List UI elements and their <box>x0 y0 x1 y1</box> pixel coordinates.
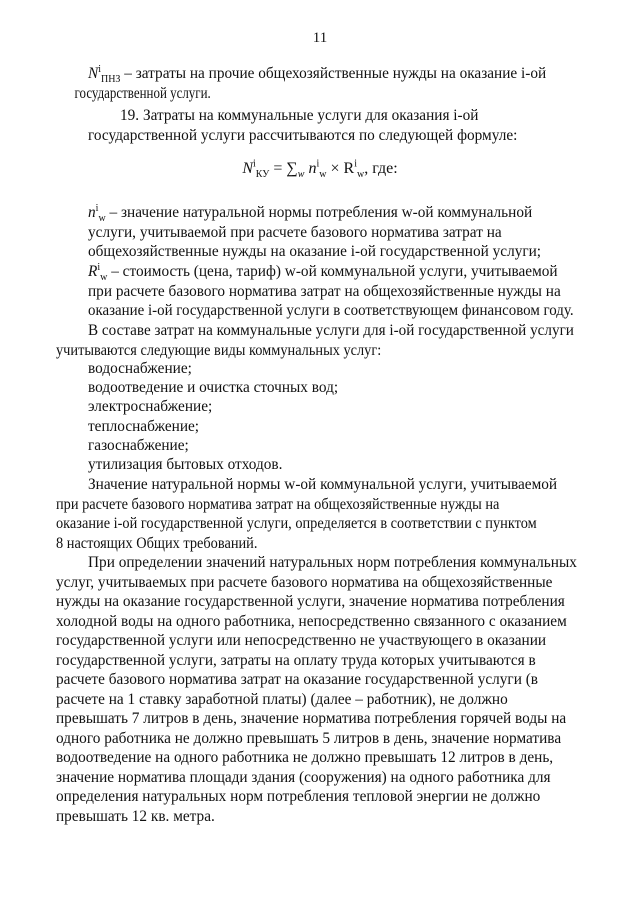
npnz-line-1 <box>88 64 574 84</box>
formula-sum: = ∑ <box>269 160 298 177</box>
p19-line-2: государственной услуги рассчитываются по следующей формуле: <box>88 126 518 144</box>
page-number: 11 <box>312 30 328 46</box>
norms-line: расчете на 1 ставку заработной платы) (далее – работник), не должно <box>56 690 508 708</box>
formula-r-sub: w <box>356 169 365 181</box>
formula-n-sub: w <box>319 169 327 181</box>
norms-line: услуг, учитываемых при расчете базового норматива на общехозяйственные <box>56 573 553 591</box>
npnz-text-1: – затраты на прочие общехозяйственные нужды на оказание i-ой <box>120 65 547 82</box>
def-n-line-1 <box>88 203 574 223</box>
formula-lhs-sup: i <box>253 158 256 170</box>
norms-line: определения натуральных норм потребления тепловой энергии не должно <box>56 788 541 805</box>
formula-r-sup: i <box>354 158 357 170</box>
def-n-symbol: n <box>88 204 96 221</box>
value-line-2: при расчете базового норматива затрат на общехозяйственные нужды на <box>56 495 500 513</box>
formula-sum-sub: w <box>297 169 305 181</box>
symbol-sub: ПНЗ <box>100 74 121 86</box>
def-r-sub: w <box>100 272 108 284</box>
list-item: электроснабжение; <box>88 398 213 416</box>
list-item: утилизация бытовых отходов. <box>88 456 283 474</box>
symbol-sup: i <box>98 63 101 75</box>
types-line-1: В составе затрат на коммунальные услуги для i-ой государственной услуги <box>88 322 574 339</box>
def-r-line-1 <box>88 262 574 282</box>
value-line-1: Значение натуральной нормы w-ой коммунальной услуги, учитываемой <box>88 476 558 493</box>
npnz-line-2 <box>0 84 486 104</box>
list-item: водоотведение и очистка сточных вод; <box>88 379 339 397</box>
formula-tail: , где: <box>364 160 398 177</box>
formula-lhs-sub: КУ <box>255 169 270 181</box>
paragraph-service-types <box>56 321 574 360</box>
norms-line: государственной услуги, затраты на оплату труда которых учитываются в <box>56 651 536 669</box>
npnz-text-2: государственной услуги. <box>74 84 211 102</box>
paragraph-norm-value <box>56 475 574 553</box>
norms-line: значение норматива площади здания (сооружения) на одного работника для <box>56 768 551 786</box>
def-n-text-1: – значение натуральной нормы потребления w-ой коммунальной <box>105 204 533 221</box>
formula-times-r: × R <box>326 160 355 177</box>
formula <box>0 158 640 181</box>
norms-line: расчете базового норматива затрат на оказание государственной услуги (в <box>56 671 539 688</box>
value-line-4: 8 настоящих Общих требований. <box>56 534 258 552</box>
symbol-base: N <box>88 65 99 82</box>
def-n-sub: w <box>98 213 106 225</box>
def-r-text-2: при расчете базового норматива затрат на общехозяйственные нужды на <box>88 282 561 300</box>
norms-line: водоотведение на одного работника не должно превышать 12 литров в день, <box>56 749 554 766</box>
services-list <box>88 359 338 474</box>
norms-line: превышать 12 кв. метра. <box>56 807 215 825</box>
norms-line: холодной воды на одного работника, непосредственно связанного с оказанием <box>56 612 567 630</box>
definition-r <box>88 262 574 321</box>
def-n-text-3: общехозяйственные нужды на оказание i-ой государственной услуги; <box>88 243 542 260</box>
def-r-sup: i <box>97 261 101 273</box>
def-n-text-2: услуги, учитываемой при расчете базового норматива затрат на <box>88 223 502 241</box>
def-r-text-3: оказание i-ой государственной услуги в соответствующем финансовом году. <box>88 302 574 319</box>
value-line-3: оказание i-ой государственной услуги, определяется в соответствии с пунктом <box>56 515 537 532</box>
list-item: газоснабжение; <box>88 436 189 454</box>
formula-lhs: N <box>242 160 254 177</box>
def-r-text-1: – стоимость (цена, тариф) w-ой коммунальной услуги, учитываемой <box>107 263 558 280</box>
definition-n <box>88 203 574 262</box>
types-line-2: учитываются следующие виды коммунальных услуг: <box>56 341 382 359</box>
paragraph-19 <box>88 106 574 145</box>
norms-line: государственной услуги или непосредственно не участвующего в оказании <box>56 632 547 649</box>
paragraph-norms <box>56 553 576 826</box>
list-item: водоснабжение; <box>88 360 192 377</box>
formula-n: n <box>304 160 317 177</box>
norms-line: одного работника не должно превышать 5 литров в день, значение норматива <box>56 729 562 747</box>
norms-line: нужды на оказание государственной услуги, значение норматива потребления <box>56 593 565 610</box>
formula-n-sup: i <box>316 158 320 170</box>
list-item: теплоснабжение; <box>88 417 200 435</box>
def-r-symbol: R <box>88 263 98 280</box>
norms-line: При определении значений натуральных норм потребления коммунальных <box>88 554 577 571</box>
symbol-npnz <box>88 63 121 86</box>
p19-line-1: 19. Затраты на коммунальные услуги для оказания i-ой <box>120 107 479 124</box>
paragraph-npnz <box>74 63 574 103</box>
def-n-sup: i <box>95 202 99 214</box>
norms-line: превышать 7 литров в день, значение норматива потребления горячей воды на <box>56 710 567 727</box>
